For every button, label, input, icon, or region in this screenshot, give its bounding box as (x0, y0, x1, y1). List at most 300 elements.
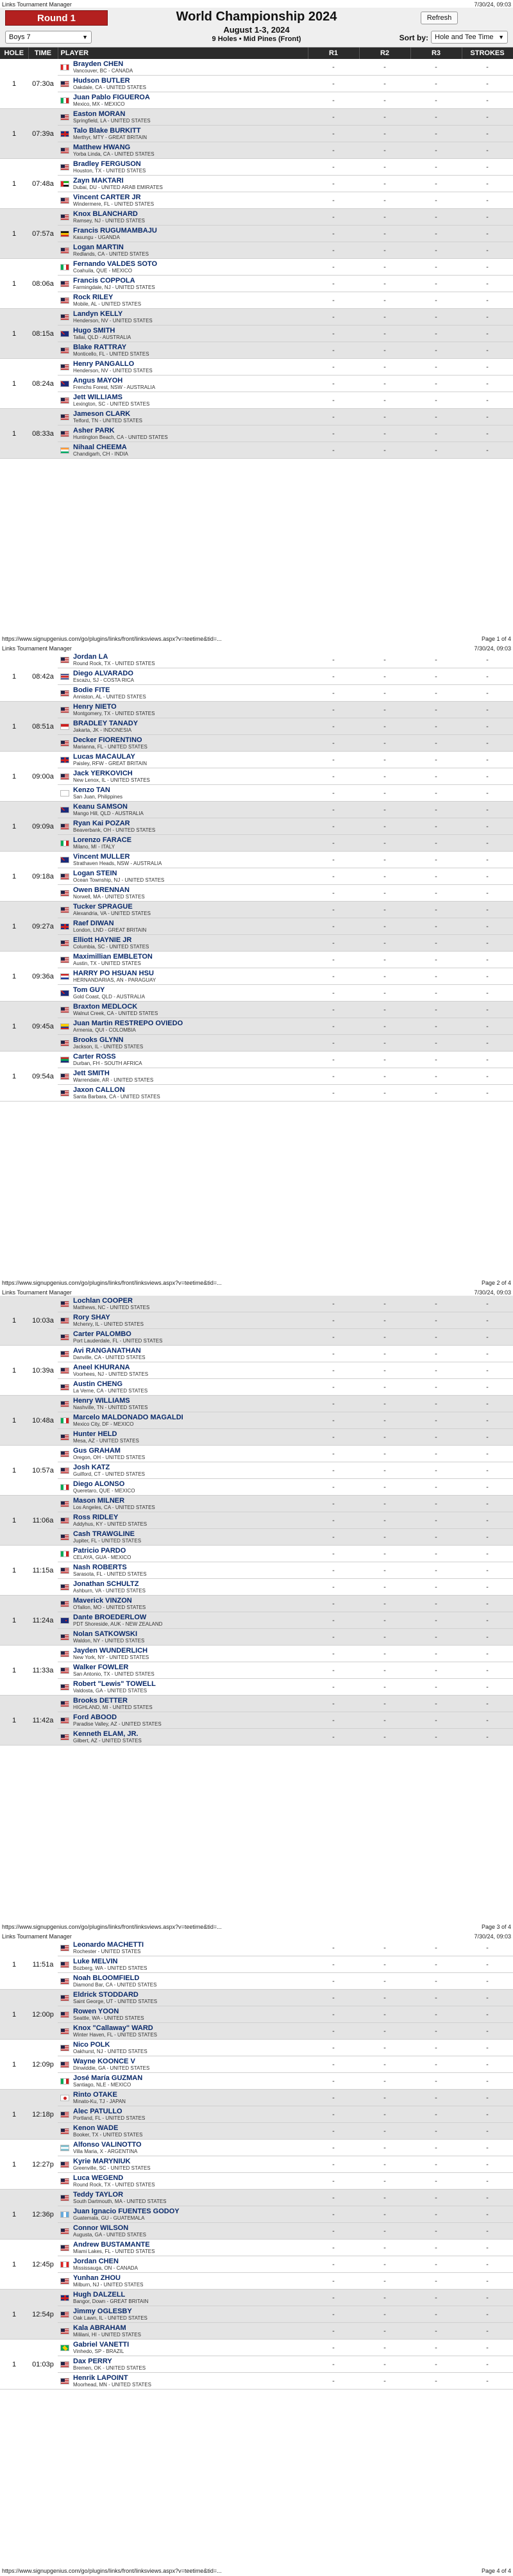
player-name[interactable]: Patricio PARDO (73, 1547, 126, 1555)
player-name[interactable]: Maximillian EMBLETON (73, 953, 153, 961)
player-name[interactable]: Lorenzo FARACE (73, 836, 132, 844)
player-row[interactable] (0, 2040, 513, 2056)
player-name[interactable]: Vincent CARTER JR (73, 194, 141, 201)
player-row[interactable] (0, 1646, 513, 1662)
player-name[interactable]: Rowen YOON (73, 2008, 119, 2015)
player-name[interactable]: Carter PALOMBO (73, 1330, 131, 1338)
player-cell[interactable] (58, 2156, 308, 2173)
player-row[interactable] (0, 668, 513, 685)
player-row[interactable] (0, 2006, 513, 2023)
player-row[interactable] (0, 952, 513, 968)
player-cell[interactable] (58, 1018, 308, 1035)
player-name[interactable]: Knox "Callaway" WARD (73, 2024, 153, 2032)
player-name[interactable]: Hudson BUTLER (73, 77, 130, 85)
player-name[interactable]: Avi RANGANATHAN (73, 1347, 141, 1355)
player-row[interactable] (0, 2373, 513, 2390)
player-name[interactable]: Andrew BUSTAMANTE (73, 2241, 150, 2249)
player-row[interactable] (0, 376, 513, 392)
player-name[interactable]: Kenneth ELAM, JR. (73, 1730, 139, 1738)
player-cell[interactable] (58, 668, 308, 685)
player-name[interactable]: Owen BRENNAN (73, 886, 130, 894)
player-cell[interactable] (58, 2090, 308, 2106)
player-name[interactable]: Rinto OTAKE (73, 2091, 117, 2099)
player-cell[interactable] (58, 1596, 308, 1612)
col-r2-header[interactable]: R2 (359, 47, 410, 59)
player-cell[interactable] (58, 376, 308, 392)
player-name[interactable]: Mason MILNER (73, 1497, 125, 1505)
player-row[interactable] (0, 2106, 513, 2123)
player-name[interactable]: Francis COPPOLA (73, 277, 135, 285)
player-row[interactable] (0, 259, 513, 276)
col-player-header[interactable]: PLAYER (58, 47, 308, 59)
player-cell[interactable] (58, 292, 308, 309)
player-cell[interactable] (58, 652, 308, 668)
player-row[interactable] (0, 1312, 513, 1329)
player-row[interactable] (0, 768, 513, 785)
player-cell[interactable] (58, 1085, 308, 1102)
player-row[interactable] (0, 1562, 513, 1579)
player-cell[interactable] (58, 1956, 308, 1973)
player-name[interactable]: Jett SMITH (73, 1069, 110, 1077)
col-r1-header[interactable]: R1 (308, 47, 359, 59)
player-name[interactable]: Nolan SATKOWSKI (73, 1630, 138, 1638)
player-name[interactable]: Alec PATULLO (73, 2108, 122, 2115)
player-name[interactable]: Juan Ignacio FUENTES GODOY (73, 2208, 180, 2215)
player-cell[interactable] (58, 852, 308, 868)
player-row[interactable] (0, 702, 513, 718)
player-row[interactable] (0, 2306, 513, 2323)
player-name[interactable]: Kenon WADE (73, 2124, 119, 2132)
player-name[interactable]: Dax PERRY (73, 2357, 112, 2365)
player-cell[interactable] (58, 802, 308, 818)
player-name[interactable]: Decker FIORENTINO (73, 736, 142, 744)
player-cell[interactable] (58, 1429, 308, 1446)
player-name[interactable]: Josh KATZ (73, 1464, 110, 1471)
player-row[interactable] (0, 1579, 513, 1596)
player-row[interactable] (0, 835, 513, 852)
player-row[interactable] (0, 2256, 513, 2273)
col-r3-header[interactable]: R3 (410, 47, 462, 59)
player-cell[interactable] (58, 2073, 308, 2090)
player-row[interactable] (0, 1940, 513, 1956)
player-row[interactable] (0, 1035, 513, 1052)
player-name[interactable]: Jack YERKOVICH (73, 770, 133, 777)
player-row[interactable] (0, 1068, 513, 1085)
player-row[interactable] (0, 209, 513, 226)
player-cell[interactable] (58, 109, 308, 126)
player-cell[interactable] (58, 1346, 308, 1362)
player-row[interactable] (0, 1546, 513, 1562)
player-name[interactable]: Keanu SAMSON (73, 803, 128, 811)
player-cell[interactable] (58, 126, 308, 142)
player-cell[interactable] (58, 1362, 308, 1379)
player-cell[interactable] (58, 2123, 308, 2140)
player-name[interactable]: Hunter HELD (73, 1430, 117, 1438)
player-name[interactable]: Easton MORAN (73, 110, 126, 118)
player-cell[interactable] (58, 1068, 308, 1085)
player-row[interactable] (0, 126, 513, 142)
player-name[interactable]: Fernando VALDES SOTO (73, 260, 157, 268)
player-cell[interactable] (58, 2340, 308, 2356)
player-cell[interactable] (58, 1462, 308, 1479)
player-row[interactable] (0, 392, 513, 409)
player-cell[interactable] (58, 818, 308, 835)
player-row[interactable] (0, 2273, 513, 2290)
player-cell[interactable] (58, 1412, 308, 1429)
player-row[interactable] (0, 76, 513, 92)
player-cell[interactable] (58, 142, 308, 159)
player-row[interactable] (0, 1729, 513, 1746)
player-name[interactable]: Juan Martin RESTREPO OVIEDO (73, 1020, 183, 1027)
player-row[interactable] (0, 852, 513, 868)
player-name[interactable]: Walker FOWLER (73, 1664, 129, 1671)
player-cell[interactable] (58, 1529, 308, 1546)
col-hole-header[interactable]: HOLE (0, 47, 28, 59)
player-cell[interactable] (58, 2190, 308, 2206)
player-row[interactable] (0, 442, 513, 459)
player-cell[interactable] (58, 1646, 308, 1662)
player-name[interactable]: Connor WILSON (73, 2224, 129, 2232)
player-cell[interactable] (58, 1052, 308, 1068)
player-cell[interactable] (58, 1612, 308, 1629)
player-name[interactable]: Bodie FITE (73, 686, 110, 694)
player-name[interactable]: Carter ROSS (73, 1053, 116, 1061)
player-name[interactable]: Lucas MACAULAY (73, 753, 135, 761)
player-name[interactable]: Jordan CHEN (73, 2258, 119, 2265)
player-name[interactable]: Jonathan SCHULTZ (73, 1580, 139, 1588)
player-cell[interactable] (58, 192, 308, 209)
player-row[interactable] (0, 1362, 513, 1379)
player-name[interactable]: Eldrick STODDARD (73, 1991, 139, 1999)
player-row[interactable] (0, 1973, 513, 1990)
player-name[interactable]: Noah BLOOMFIELD (73, 1974, 140, 1982)
player-name[interactable]: Kala ABRAHAM (73, 2324, 126, 2332)
player-name[interactable]: Knox BLANCHARD (73, 210, 138, 218)
player-name[interactable]: Aneel KHURANA (73, 1364, 130, 1371)
player-cell[interactable] (58, 359, 308, 376)
player-name[interactable]: Angus MAYOH (73, 377, 123, 384)
player-cell[interactable] (58, 1035, 308, 1052)
player-cell[interactable] (58, 868, 308, 885)
player-cell[interactable] (58, 1396, 308, 1412)
player-row[interactable] (0, 1696, 513, 1712)
player-name[interactable]: Raef DIWAN (73, 920, 114, 927)
player-cell[interactable] (58, 2056, 308, 2073)
player-row[interactable] (0, 2073, 513, 2090)
player-cell[interactable] (58, 2040, 308, 2056)
player-cell[interactable] (58, 1579, 308, 1596)
player-cell[interactable] (58, 1512, 308, 1529)
player-row[interactable] (0, 2173, 513, 2190)
player-row[interactable] (0, 59, 513, 76)
player-cell[interactable] (58, 242, 308, 259)
player-cell[interactable] (58, 2290, 308, 2306)
player-name[interactable]: Ford ABOOD (73, 1713, 117, 1721)
player-cell[interactable] (58, 92, 308, 109)
player-row[interactable] (0, 1596, 513, 1612)
player-name[interactable]: Rock RILEY (73, 293, 114, 301)
player-name[interactable]: Brooks GLYNN (73, 1036, 124, 1044)
player-row[interactable] (0, 1462, 513, 1479)
player-cell[interactable] (58, 1312, 308, 1329)
player-cell[interactable] (58, 1662, 308, 1679)
player-cell[interactable] (58, 226, 308, 242)
player-cell[interactable] (58, 409, 308, 425)
player-row[interactable] (0, 1662, 513, 1679)
player-cell[interactable] (58, 835, 308, 852)
player-row[interactable] (0, 242, 513, 259)
player-cell[interactable] (58, 76, 308, 92)
player-cell[interactable] (58, 902, 308, 918)
player-cell[interactable] (58, 752, 308, 768)
player-name[interactable]: Kenzo TAN (73, 786, 110, 794)
player-name[interactable]: Dante BROEDERLOW (73, 1614, 147, 1621)
player-name[interactable]: BRADLEY TANADY (73, 720, 139, 727)
player-name[interactable]: Tucker SPRAGUE (73, 903, 133, 911)
player-name[interactable]: Landyn KELLY (73, 310, 123, 318)
player-row[interactable] (0, 1990, 513, 2006)
player-row[interactable] (0, 885, 513, 902)
player-row[interactable] (0, 425, 513, 442)
player-name[interactable]: Marcelo MALDONADO MAGALDI (73, 1414, 183, 1421)
player-row[interactable] (0, 818, 513, 835)
player-cell[interactable] (58, 276, 308, 292)
player-row[interactable] (0, 2023, 513, 2040)
player-row[interactable] (0, 2140, 513, 2156)
player-cell[interactable] (58, 1562, 308, 1579)
player-name[interactable]: Jameson CLARK (73, 410, 131, 418)
player-cell[interactable] (58, 59, 308, 76)
player-name[interactable]: Jimmy OGLESBY (73, 2308, 132, 2315)
player-name[interactable]: Nico POLK (73, 2041, 110, 2049)
player-cell[interactable] (58, 1329, 308, 1346)
player-row[interactable] (0, 2090, 513, 2106)
player-cell[interactable] (58, 1940, 308, 1956)
player-cell[interactable] (58, 935, 308, 952)
player-name[interactable]: Lochlan COOPER (73, 1297, 133, 1305)
player-row[interactable] (0, 935, 513, 952)
player-row[interactable] (0, 176, 513, 192)
player-cell[interactable] (58, 2273, 308, 2290)
player-cell[interactable] (58, 259, 308, 276)
player-name[interactable]: Kyrie MARYNIUK (73, 2158, 131, 2165)
player-name[interactable]: Robert "Lewis" TOWELL (73, 1680, 156, 1688)
player-cell[interactable] (58, 2006, 308, 2023)
player-name[interactable]: Jayden WUNDERLICH (73, 1647, 148, 1655)
player-row[interactable] (0, 309, 513, 326)
player-name[interactable]: Logan MARTIN (73, 244, 124, 251)
player-cell[interactable] (58, 952, 308, 968)
player-cell[interactable] (58, 326, 308, 342)
player-name[interactable]: Bradley FERGUSON (73, 160, 141, 168)
player-row[interactable] (0, 2290, 513, 2306)
player-name[interactable]: Jett WILLIAMS (73, 393, 122, 401)
player-name[interactable]: Yunhan ZHOU (73, 2274, 121, 2282)
player-cell[interactable] (58, 2373, 308, 2390)
player-cell[interactable] (58, 2173, 308, 2190)
player-cell[interactable] (58, 685, 308, 702)
player-row[interactable] (0, 1429, 513, 1446)
player-row[interactable] (0, 292, 513, 309)
player-row[interactable] (0, 785, 513, 802)
player-row[interactable] (0, 2340, 513, 2356)
player-cell[interactable] (58, 392, 308, 409)
player-name[interactable]: Elliott HAYNIE JR (73, 936, 132, 944)
player-row[interactable] (0, 968, 513, 985)
player-row[interactable] (0, 1379, 513, 1396)
player-row[interactable] (0, 1085, 513, 1102)
player-cell[interactable] (58, 2306, 308, 2323)
player-row[interactable] (0, 1956, 513, 1973)
player-cell[interactable] (58, 1990, 308, 2006)
player-row[interactable] (0, 2323, 513, 2340)
player-row[interactable] (0, 342, 513, 359)
player-name[interactable]: Cash TRAWGLINE (73, 1530, 135, 1538)
player-cell[interactable] (58, 735, 308, 752)
player-row[interactable] (0, 2240, 513, 2256)
player-row[interactable] (0, 1002, 513, 1018)
player-row[interactable] (0, 985, 513, 1002)
player-name[interactable]: Brayden CHEN (73, 60, 124, 68)
player-row[interactable] (0, 1329, 513, 1346)
player-row[interactable] (0, 718, 513, 735)
player-name[interactable]: Henry WILLIAMS (73, 1397, 130, 1405)
player-row[interactable] (0, 685, 513, 702)
player-cell[interactable] (58, 425, 308, 442)
player-cell[interactable] (58, 1479, 308, 1496)
player-cell[interactable] (58, 918, 308, 935)
player-name[interactable]: Henrik LAPOINT (73, 2374, 128, 2382)
player-row[interactable] (0, 1712, 513, 1729)
player-name[interactable]: Henry NIETO (73, 703, 117, 711)
player-cell[interactable] (58, 1496, 308, 1512)
player-row[interactable] (0, 2190, 513, 2206)
player-row[interactable] (0, 1679, 513, 1696)
player-row[interactable] (0, 109, 513, 126)
player-cell[interactable] (58, 209, 308, 226)
player-name[interactable]: Logan STEIN (73, 870, 117, 877)
refresh-button[interactable]: Refresh (421, 12, 458, 24)
player-name[interactable]: Ryan Kai POZAR (73, 820, 130, 827)
player-name[interactable]: Austin CHENG (73, 1380, 122, 1388)
player-cell[interactable] (58, 985, 308, 1002)
player-cell[interactable] (58, 785, 308, 802)
player-row[interactable] (0, 2206, 513, 2223)
player-name[interactable]: Blake RATTRAY (73, 343, 127, 351)
player-name[interactable]: Alfonso VALINOTTO (73, 2141, 142, 2149)
player-name[interactable]: Hugh DALZELL (73, 2291, 126, 2299)
player-cell[interactable] (58, 2356, 308, 2373)
player-name[interactable]: Braxton MEDLOCK (73, 1003, 138, 1011)
player-row[interactable] (0, 1612, 513, 1629)
player-row[interactable] (0, 1396, 513, 1412)
player-cell[interactable] (58, 1546, 308, 1562)
col-strokes-header[interactable]: STROKES (462, 47, 513, 59)
player-name[interactable]: Maverick VINZON (73, 1597, 132, 1605)
player-name[interactable]: Talo Blake BURKITT (73, 127, 141, 135)
player-cell[interactable] (58, 1446, 308, 1462)
player-row[interactable] (0, 192, 513, 209)
player-name[interactable]: Juan Pablo FIGUEROA (73, 94, 150, 101)
player-name[interactable]: Francis RUGUMAMBAJU (73, 227, 157, 235)
player-cell[interactable] (58, 342, 308, 359)
player-name[interactable]: Vincent MULLER (73, 853, 130, 861)
player-row[interactable] (0, 276, 513, 292)
player-cell[interactable] (58, 1379, 308, 1396)
player-cell[interactable] (58, 768, 308, 785)
player-name[interactable]: Wayne KOONCE V (73, 2058, 135, 2065)
player-name[interactable]: Hugo SMITH (73, 327, 115, 334)
player-cell[interactable] (58, 885, 308, 902)
player-row[interactable] (0, 2223, 513, 2240)
col-time-header[interactable]: TIME (28, 47, 58, 59)
player-row[interactable] (0, 2123, 513, 2140)
player-name[interactable]: Brooks DETTER (73, 1697, 128, 1705)
player-row[interactable] (0, 1018, 513, 1035)
player-cell[interactable] (58, 702, 308, 718)
player-row[interactable] (0, 2356, 513, 2373)
player-name[interactable]: Nihaal CHEEMA (73, 443, 127, 451)
player-row[interactable] (0, 1512, 513, 1529)
player-name[interactable]: Diego ALONSO (73, 1480, 125, 1488)
player-row[interactable] (0, 1412, 513, 1429)
player-row[interactable] (0, 326, 513, 342)
player-cell[interactable] (58, 2140, 308, 2156)
player-cell[interactable] (58, 309, 308, 326)
player-row[interactable] (0, 1496, 513, 1512)
player-cell[interactable] (58, 2206, 308, 2223)
player-cell[interactable] (58, 2323, 308, 2340)
player-cell[interactable] (58, 176, 308, 192)
player-name[interactable]: José María GUZMAN (73, 2074, 143, 2082)
player-row[interactable] (0, 409, 513, 425)
player-row[interactable] (0, 1346, 513, 1362)
player-name[interactable]: Ross RIDLEY (73, 1514, 119, 1521)
player-name[interactable]: Luca WEGEND (73, 2174, 124, 2182)
player-name[interactable]: Leonardo MACHETTI (73, 1941, 144, 1949)
player-name[interactable]: Gus GRAHAM (73, 1447, 121, 1455)
player-cell[interactable] (58, 1712, 308, 1729)
player-cell[interactable] (58, 968, 308, 985)
player-row[interactable] (0, 159, 513, 176)
player-cell[interactable] (58, 1679, 308, 1696)
player-row[interactable] (0, 142, 513, 159)
player-name[interactable]: Nash ROBERTS (73, 1564, 127, 1571)
player-row[interactable] (0, 868, 513, 885)
player-name[interactable]: Asher PARK (73, 427, 115, 434)
player-name[interactable]: Teddy TAYLOR (73, 2191, 124, 2199)
player-row[interactable] (0, 802, 513, 818)
player-name[interactable]: Luke MELVIN (73, 1958, 118, 1965)
player-row[interactable] (0, 92, 513, 109)
player-cell[interactable] (58, 1729, 308, 1746)
player-cell[interactable] (58, 1973, 308, 1990)
player-name[interactable]: Diego ALVARADO (73, 670, 133, 677)
player-row[interactable] (0, 2056, 513, 2073)
player-name[interactable]: Jaxon CALLON (73, 1086, 125, 1094)
player-row[interactable] (0, 226, 513, 242)
player-row[interactable] (0, 2156, 513, 2173)
player-row[interactable] (0, 652, 513, 668)
player-cell[interactable] (58, 2106, 308, 2123)
player-name[interactable]: HARRY PO HSUAN HSU (73, 970, 154, 977)
player-cell[interactable] (58, 1296, 308, 1312)
player-row[interactable] (0, 1052, 513, 1068)
player-row[interactable] (0, 1629, 513, 1646)
sort-select[interactable] (431, 31, 508, 44)
player-cell[interactable] (58, 1002, 308, 1018)
player-row[interactable] (0, 359, 513, 376)
